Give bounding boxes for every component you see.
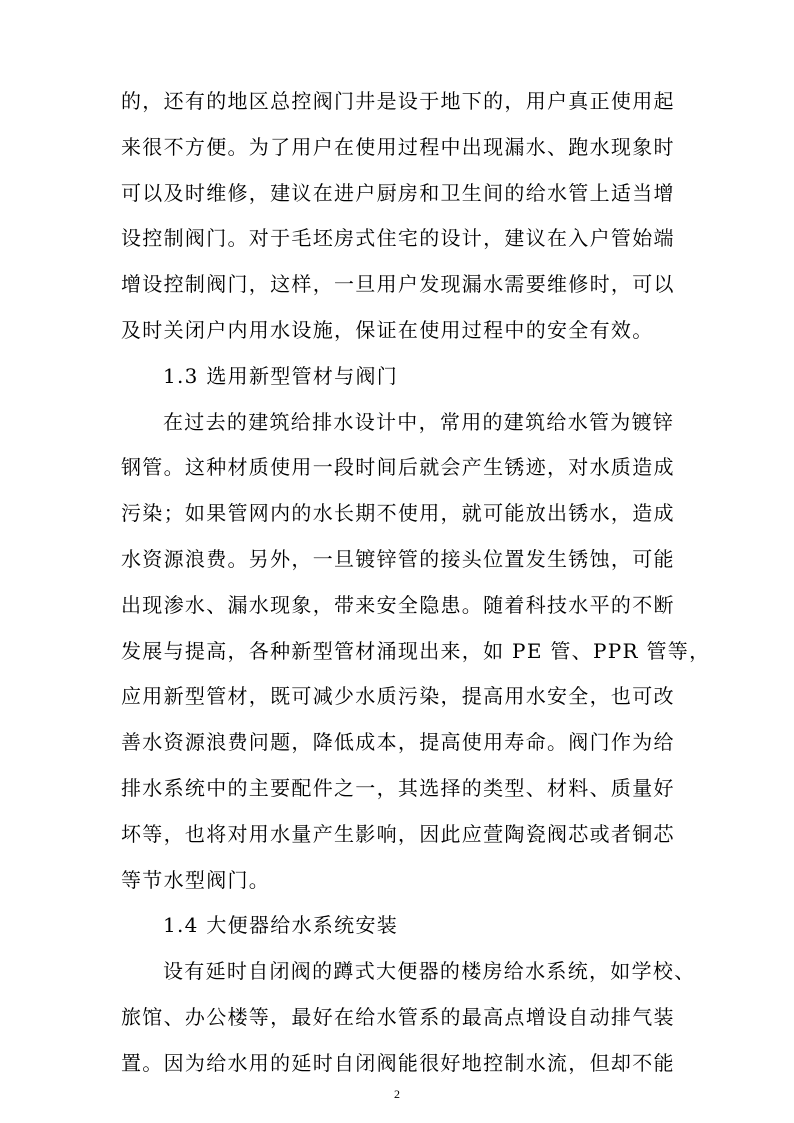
paragraph-line: 应用新型管材，既可减少水质污染，提高用水安全，也可改 bbox=[121, 684, 675, 708]
section-heading-1-4: 1.4 大便器给水系统安装 bbox=[163, 913, 399, 937]
paragraph-line: 设控制阀门。对于毛坯房式住宅的设计，建议在入户管始端 bbox=[121, 226, 675, 250]
paragraph-line: 增设控制阀门，这样，一旦用户发现漏水需要维修时，可以 bbox=[121, 272, 675, 296]
paragraph-line: 排水系统中的主要配件之一，其选择的类型、材料、质量好 bbox=[121, 776, 675, 800]
paragraph-line: 发展与提高，各种新型管材涌现出来，如 PE 管、PPR 管等， bbox=[121, 639, 711, 663]
paragraph-line: 设有延时自闭阀的蹲式大便器的楼房给水系统，如学校、 bbox=[163, 959, 696, 983]
paragraph-line: 污染；如果管网内的水长期不使用，就可能放出锈水，造成 bbox=[121, 501, 675, 525]
paragraph-line: 出现渗水、漏水现象，带来安全隐患。随着科技水平的不断 bbox=[121, 593, 675, 617]
paragraph-line: 旅馆、办公楼等，最好在给水管系的最高点增设自动排气装 bbox=[121, 1005, 675, 1029]
paragraph-line: 坏等，也将对用水量产生影响，因此应萱陶瓷阀芯或者铜芯 bbox=[121, 822, 675, 846]
paragraph-line: 水资源浪费。另外，一旦镀锌管的接头位置发生锈蚀，可能 bbox=[121, 547, 675, 571]
paragraph-line: 在过去的建筑给排水设计中，常用的建筑给水管为镀锌 bbox=[163, 410, 675, 434]
paragraph-line: 钢管。这种材质使用一段时间后就会产生锈迹，对水质造成 bbox=[121, 455, 675, 479]
paragraph-line: 置。因为给水用的延时自闭阀能很好地控制水流，但却不能 bbox=[121, 1051, 675, 1075]
page-number: 2 bbox=[394, 1087, 400, 1101]
paragraph-line: 及时关闭户内用水设施，保证在使用过程中的安全有效。 bbox=[121, 318, 654, 342]
paragraph-line: 的，还有的地区总控阀门井是设于地下的，用户真正使用起 bbox=[121, 89, 675, 113]
paragraph-line: 来很不方便。为了用户在使用过程中出现漏水、跑水现象时 bbox=[121, 135, 675, 159]
paragraph-line: 可以及时维修，建议在进户厨房和卫生间的给水管上适当增 bbox=[121, 181, 675, 205]
section-heading-1-3: 1.3 选用新型管材与阀门 bbox=[163, 364, 399, 388]
paragraph-line: 善水资源浪费问题，降低成本，提高使用寿命。阀门作为给 bbox=[121, 730, 675, 754]
paragraph-line: 等节水型阀门。 bbox=[121, 868, 271, 892]
